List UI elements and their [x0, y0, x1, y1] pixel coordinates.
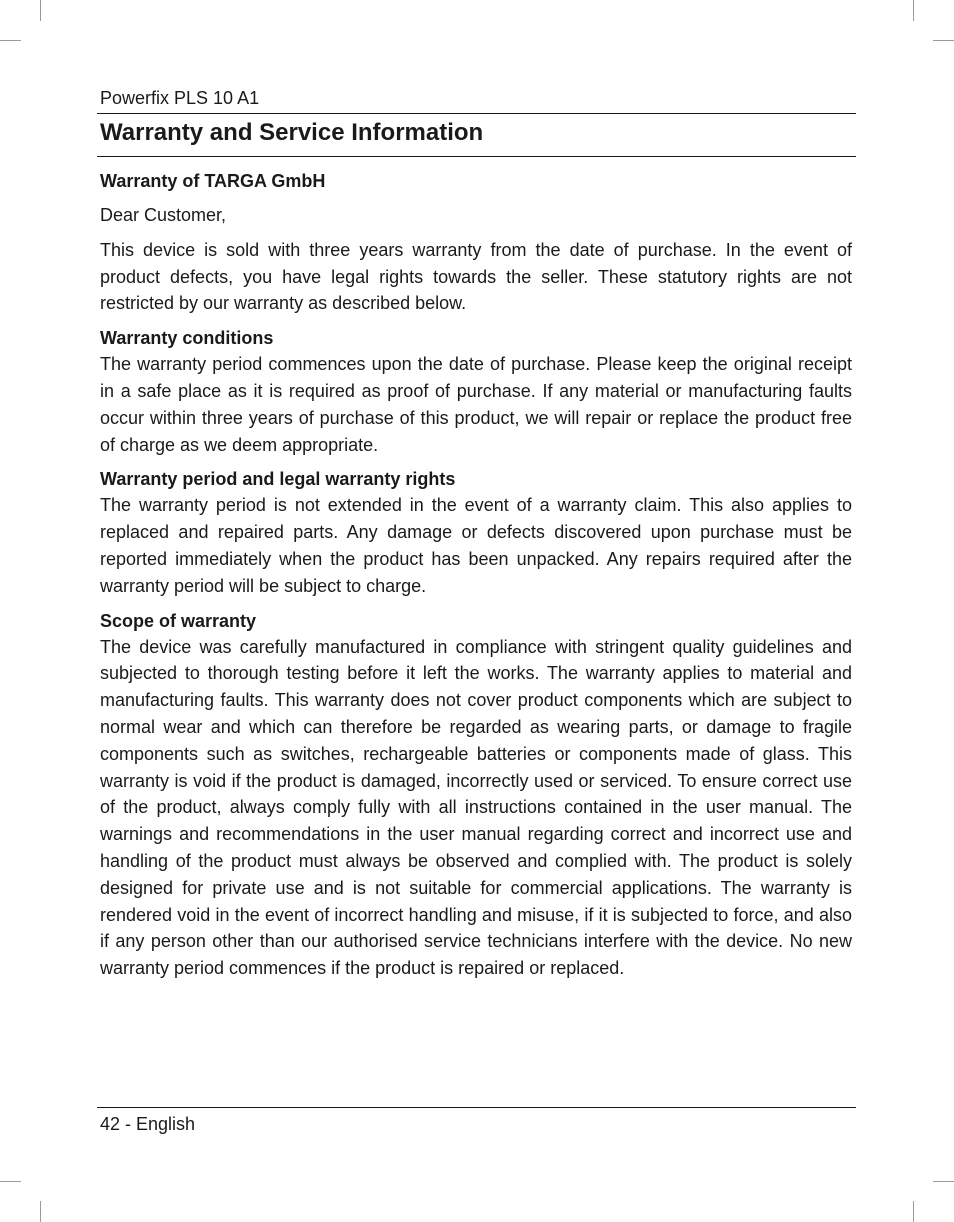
crop-mark-top-right-horizontal [933, 40, 954, 41]
section-text: The warranty period commences upon the date of purchase. Please keep the original receipt in a safe place as it is required as proof of purchase. If any material or manufacturing faults occur within three years of purchase of this product, we will repair or replace the product free of charge as we deem appropriate. [100, 354, 852, 455]
section-heading: Warranty period and legal warranty rights [100, 469, 456, 490]
section-heading: Warranty conditions [100, 328, 274, 349]
crop-mark-top-left-vertical [40, 0, 41, 21]
section-text: This device is sold with three years warranty from the date of purchase. In the event of product defects, you have legal rights towards the seller. These statutory rights are not restricted by our warranty as described below. [100, 239, 852, 314]
crop-mark-top-left-horizontal [0, 40, 21, 41]
crop-mark-bottom-right-vertical [913, 1201, 914, 1222]
crop-mark-bottom-left-horizontal [0, 1181, 21, 1182]
page-title: Warranty and Service Information [100, 119, 484, 146]
section-heading: Warranty of TARGA GmbH [100, 171, 326, 191]
section-scope-of-warranty [100, 608, 852, 982]
section-heading: Scope of warranty [100, 610, 257, 631]
crop-mark-top-right-vertical [913, 0, 914, 21]
page-number: 42 - English [100, 1114, 196, 1134]
crop-mark-bottom-left-vertical [40, 1201, 41, 1222]
section-warranty-of-targa [100, 168, 852, 317]
header-top-rule [97, 113, 856, 114]
product-name: Powerfix PLS 10 A1 [100, 88, 260, 108]
crop-mark-bottom-right-horizontal [933, 1181, 954, 1182]
section-text: The device was carefully manufactured in compliance with stringent quality guidelines and subjected to thorough testing before it left the works. The warranty applies to material and manufacturing faults. This warranty does not cover product components which are subject to normal wear and which can therefore be regarded as wearing parts, or damage to fragile components such as switches, rechargeable batteries or components made of glass. This warranty is void if the product is damaged, incorrectly used or serviced. To ensure correct use of the product, always comply fully with all instructions contained in the user manual. The warnings and recommendations in the user manual regarding correct and incorrect use and handling of the product must always be observed and complied with. The product is solely designed for private use and is not suitable for commercial applications. The warranty is rendered void in the event of incorrect handling and misuse, if it is subjected to force, and also if any person other than our authorised service technicians interfere with the device. No new warranty period commences if the product is repaired or replaced. [100, 636, 852, 979]
header-bottom-rule [97, 156, 856, 157]
section-warranty-period [100, 466, 852, 599]
greeting: Dear Customer, [100, 205, 227, 225]
section-warranty-conditions [100, 325, 852, 458]
section-text: The warranty period is not extended in the event of a warranty claim. This also applies to replaced and repaired parts. Any damage or defects discovered upon purchase must be reported immediately when the product has been unpacked. Any repairs required after the warranty period will be subject to charge. [100, 495, 852, 596]
footer-rule [97, 1107, 856, 1108]
document-body [100, 168, 852, 982]
